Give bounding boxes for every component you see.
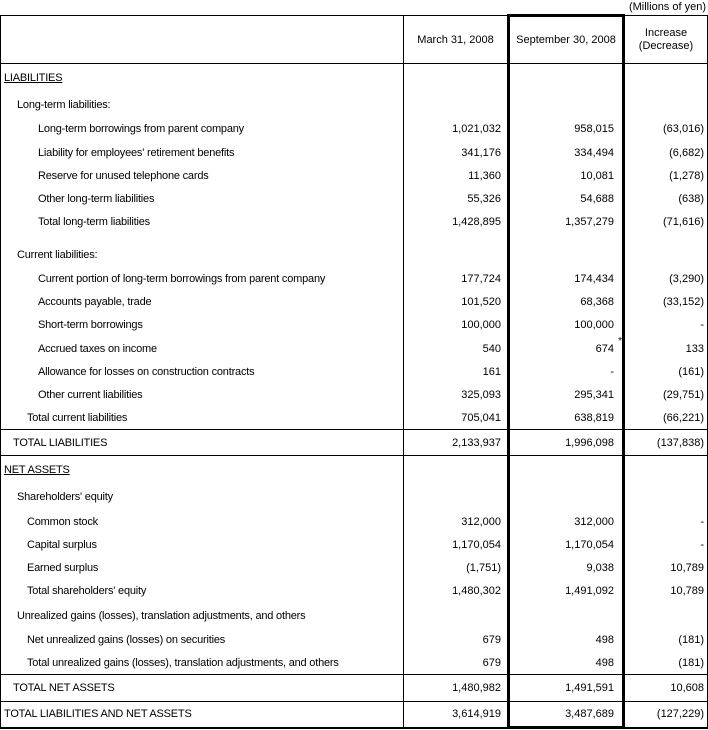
sept-value: 498 [595,657,614,670]
march-value-cell [404,291,509,314]
sept-value: 498 [595,634,614,647]
march-value: 177,724 [461,273,501,286]
sept-value: 638,819 [574,411,614,424]
sept-value-cell [509,64,624,92]
row-label [1,652,404,675]
inc-value-cell [624,556,708,579]
row-label-text: Other current liabilities [38,388,143,401]
sept-value: 10,081 [580,169,614,182]
inc-value-cell [624,337,708,360]
row-label-text: Allowance for losses on construction contracts [38,365,255,378]
march-value: 312,000 [461,515,501,528]
march-value-cell [404,675,509,701]
march-value: 1,428,895 [452,215,501,228]
table-row [1,652,708,675]
inc-value-cell [624,118,708,141]
sept-value: 1,357,279 [565,215,614,228]
march-value: 705,041 [461,411,501,424]
row-label-text: Common stock [27,515,98,528]
march-value: (1,751) [466,561,501,574]
row-label-text: Reserve for unused telephone cards [38,169,209,182]
row-label [1,510,404,533]
row-label-text: TOTAL LIABILITIES AND NET ASSETS [4,708,192,721]
inc-value-cell [624,484,708,510]
inc-value: (127,229) [656,708,704,721]
sept-value-cell [509,241,624,267]
march-value: 1,021,032 [452,123,501,136]
sept-value-cell [509,92,624,118]
table-row [1,456,708,484]
inc-value: 10,608 [670,681,704,694]
row-label [1,164,404,187]
row-label-text: Earned surplus [27,561,99,574]
sept-value: 958,015 [574,123,614,136]
table-row [1,337,708,360]
table-row [1,360,708,383]
inc-value-cell [624,241,708,267]
table-row [1,701,708,727]
inc-value-cell [624,430,708,456]
row-label-text: Liability for employees' retirement benefits [38,146,235,159]
sept-value-cell [509,291,624,314]
balance-sheet-table [0,14,708,729]
table-row [1,579,708,602]
sept-value-cell [509,337,624,360]
march-value-cell [404,141,509,164]
row-label [1,675,404,701]
inc-value-cell [624,233,708,241]
row-label [1,406,404,429]
sept-value-cell [509,406,624,429]
inc-value: (33,152) [663,296,704,309]
inc-value: (71,616) [663,215,704,228]
sept-value-cell [509,652,624,675]
inc-value-cell [624,187,708,210]
march-value: 1,480,302 [452,584,501,597]
row-label-text: Total current liabilities [27,411,128,424]
inc-value: (66,221) [663,411,704,424]
inc-value: (181) [678,634,704,647]
inc-value: (29,751) [663,388,704,401]
row-label-text: TOTAL NET ASSETS [13,681,115,694]
table-row [1,164,708,187]
march-value: 2,133,937 [452,436,501,449]
sept-value: 9,038 [586,561,614,574]
row-label-text: TOTAL LIABILITIES [13,436,108,449]
row-label-text: Long-term borrowings from parent company [38,123,244,136]
march-value-cell [404,314,509,337]
sept-value: - [610,365,614,378]
column-header-inc: Increase (Decrease) [624,16,708,64]
march-value-cell [404,164,509,187]
row-label [1,314,404,337]
march-value: 55,326 [467,192,501,205]
table-row [1,241,708,267]
table-row [1,430,708,456]
row-label [1,579,404,602]
sept-value: 54,688 [580,192,614,205]
row-label [1,210,404,233]
inc-value-cell [624,602,708,628]
inc-value: - [700,538,704,551]
march-value: 325,093 [461,388,501,401]
march-value: 679 [482,634,501,647]
asterisk-marker: * [618,335,622,347]
row-label [1,92,404,118]
inc-value-cell [624,652,708,675]
inc-value: 10,789 [670,584,704,597]
sept-value: 312,000 [574,515,614,528]
row-label-text: LIABILITIES [4,71,63,84]
march-value-cell [404,556,509,579]
sept-value-cell [509,314,624,337]
table-row [1,484,708,510]
row-label [1,383,404,406]
march-value-cell [404,406,509,429]
sept-value-cell [509,118,624,141]
row-label-text: Unrealized gains (losses), translation adjustments, and others [17,609,306,622]
table-row [1,533,708,556]
sept-value: 174,434 [574,273,614,286]
march-value: 540 [482,342,501,355]
sept-value-cell [509,533,624,556]
sept-value-cell [509,556,624,579]
inc-value-cell [624,629,708,652]
march-value: 1,480,982 [452,681,501,694]
inc-value-cell [624,314,708,337]
sept-value-cell [509,701,624,727]
sept-value: 1,996,098 [565,436,614,449]
sept-value: 3,487,689 [565,707,614,720]
row-label [1,430,404,456]
sept-value-cell [509,233,624,241]
table-row [1,268,708,291]
row-label [1,602,404,628]
row-label [1,291,404,314]
inc-value-cell [624,141,708,164]
sept-value-cell [509,268,624,291]
header-row [1,16,708,64]
row-label [1,701,404,727]
march-value-cell [404,629,509,652]
inc-value: (6,682) [669,146,704,159]
inc-value-cell [624,64,708,92]
inc-value: - [700,515,704,528]
march-value-cell [404,383,509,406]
row-label-text: Total unrealized gains (losses), translation adjustments, and others [27,657,339,670]
inc-value-cell [624,164,708,187]
sept-value-cell [509,579,624,602]
sept-value-cell [509,484,624,510]
inc-value: (638) [678,192,704,205]
sept-value-cell [509,456,624,484]
column-header-march: March 31, 2008 [404,16,509,64]
sept-value: 1,491,591 [565,681,614,694]
table-row [1,314,708,337]
row-label [1,533,404,556]
row-label-text: Total shareholders' equity [27,584,147,597]
inc-value-cell [624,383,708,406]
march-value-cell [404,337,509,360]
sept-value-cell [509,187,624,210]
sept-value-cell [509,629,624,652]
row-label [1,241,404,267]
inc-value-cell [624,210,708,233]
sept-value-cell [509,675,624,701]
march-value: 101,520 [461,296,501,309]
table-row [1,629,708,652]
inc-value-cell [624,456,708,484]
table-row [1,675,708,701]
row-label-text: Short-term borrowings [38,319,143,332]
row-label [1,456,404,484]
march-value: 341,176 [461,146,501,159]
march-value: 3,614,919 [452,708,501,721]
row-label [1,187,404,210]
sept-value-cell [509,510,624,533]
row-label [1,556,404,579]
row-label [1,484,404,510]
march-value-cell [404,484,509,510]
inc-value: (181) [678,657,704,670]
row-label [1,233,404,241]
table-row [1,210,708,233]
row-label [1,337,404,360]
sept-value: 1,491,092 [565,584,614,597]
row-label [1,118,404,141]
march-value-cell [404,579,509,602]
row-label-text: Other long-term liabilities [38,192,155,205]
spacer-row [1,233,708,241]
sept-value: 674 * [595,335,622,355]
march-value: 100,000 [461,319,501,332]
sept-value-cell [509,602,624,628]
column-header-sept: September 30, 2008 [509,16,624,64]
table-row [1,291,708,314]
table-row [1,602,708,628]
row-label [1,360,404,383]
sept-value-cell [509,164,624,187]
table-row [1,556,708,579]
row-label-text: Capital surplus [27,538,97,551]
table-row [1,64,708,92]
row-label-text: Shareholders' equity [17,490,113,503]
march-value-cell [404,652,509,675]
march-value-cell [404,187,509,210]
sept-value: 100,000 [574,319,614,332]
inc-value: - [700,319,704,332]
table-row [1,383,708,406]
row-label-text: Current portion of long-term borrowings from parent company [38,273,326,286]
empty-header-cell [1,16,404,64]
march-value-cell [404,233,509,241]
inc-value: (3,290) [669,273,704,286]
sept-value: 295,341 [574,388,614,401]
inc-value-cell [624,268,708,291]
row-label [1,141,404,164]
table-row [1,510,708,533]
march-value: 1,170,054 [452,538,501,551]
march-value-cell [404,533,509,556]
inc-value: 10,789 [670,561,704,574]
inc-value-cell [624,510,708,533]
march-value-cell [404,64,509,92]
inc-value-cell [624,360,708,383]
inc-value-cell [624,92,708,118]
inc-value-cell [624,701,708,727]
march-value-cell [404,456,509,484]
row-label-text: NET ASSETS [4,464,70,476]
units-note: (Millions of yen) [628,1,706,13]
march-value-cell [404,241,509,267]
row-label-text: Total long-term liabilities [38,215,150,228]
table-row [1,92,708,118]
march-value-cell [404,701,509,727]
row-label [1,268,404,291]
march-value: 11,360 [468,169,501,182]
inc-value: (137,838) [656,436,704,449]
sept-value-cell [509,383,624,406]
march-value: 161 [482,365,501,378]
row-label-text: Accounts payable, trade [38,296,152,309]
table-row [1,187,708,210]
row-label-text: Current liabilities: [17,248,98,261]
march-value-cell [404,118,509,141]
row-label-text: Long-term liabilities: [17,98,111,111]
sept-value-cell [509,430,624,456]
march-value-cell [404,92,509,118]
sept-value: 68,368 [580,296,614,309]
inc-value: (63,016) [663,123,704,136]
sept-value-cell [509,210,624,233]
march-value: 679 [482,657,501,670]
inc-value: 133 [685,342,704,355]
sept-value: 334,494 [574,146,614,159]
row-label-text: Accrued taxes on income [38,342,157,355]
inc-value-cell [624,675,708,701]
table-row [1,141,708,164]
row-label-text: Net unrealized gains (losses) on securities [27,634,226,647]
march-value-cell [404,268,509,291]
row-label [1,629,404,652]
table-row [1,118,708,141]
row-label [1,64,404,92]
inc-value-cell [624,406,708,429]
march-value-cell [404,360,509,383]
march-value-cell [404,602,509,628]
table-row [1,406,708,429]
march-value-cell [404,210,509,233]
inc-value: (1,278) [669,169,704,182]
march-value-cell [404,430,509,456]
sept-value-cell [509,141,624,164]
sept-value: 1,170,054 [565,538,614,551]
sept-value-cell [509,360,624,383]
inc-value-cell [624,291,708,314]
inc-value-cell [624,579,708,602]
inc-value: (161) [678,365,704,378]
march-value-cell [404,510,509,533]
inc-value-cell [624,533,708,556]
